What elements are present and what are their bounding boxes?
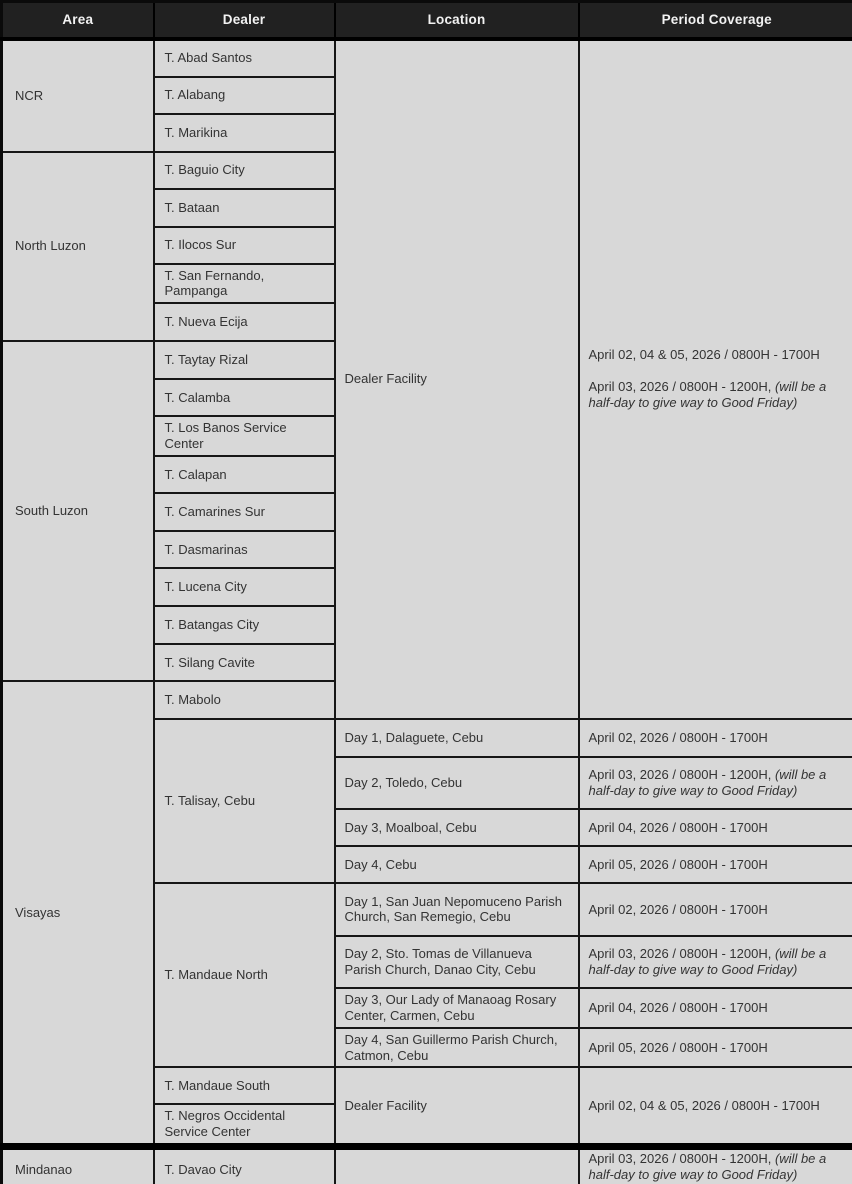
location-cell-dealer-facility-south: Dealer Facility xyxy=(335,1067,579,1146)
dealer-cell: T. Ilocos Sur xyxy=(154,227,335,264)
location-cell: Day 2, Toledo, Cebu xyxy=(335,757,579,809)
column-header-dealer: Dealer xyxy=(154,2,335,39)
dealer-cell: T. Camarines Sur xyxy=(154,493,335,531)
area-cell-mindanao: Mindanao xyxy=(2,1147,154,1184)
location-cell: Day 3, Our Lady of Manaoag Rosary Center, Carmen, Cebu xyxy=(335,988,579,1028)
period-cell: April 02, 2026 / 0800H - 1700H xyxy=(579,719,852,757)
column-header-period-coverage: Period Coverage xyxy=(579,2,852,39)
dealer-cell: T. Abad Santos xyxy=(154,39,335,77)
column-header-area: Area xyxy=(2,2,154,39)
dealer-cell-mandaue-north: T. Mandaue North xyxy=(154,883,335,1067)
location-cell: Day 2, Sto. Tomas de Villanueva Parish Church, Danao City, Cebu xyxy=(335,936,579,988)
location-cell: Day 4, Cebu xyxy=(335,846,579,883)
column-header-location: Location xyxy=(335,2,579,39)
period-cell: April 02, 04 & 05, 2026 / 0800H - 1700H xyxy=(579,1067,852,1146)
dealer-cell: T. Mandaue South xyxy=(154,1067,335,1104)
period-line-half-day: April 03, 2026 / 0800H - 1200H, (will be a half-day to give way to Good Friday) xyxy=(588,379,827,411)
location-cell: Day 1, Dalaguete, Cebu xyxy=(335,719,579,757)
dealer-cell: T. Los Banos Service Center xyxy=(154,416,335,456)
period-cell: April 03, 2026 / 0800H - 1200H, (will be a half-day to give way to Good Friday) xyxy=(579,757,852,809)
dealer-cell: T. Negros Occidental Service Center xyxy=(154,1104,335,1146)
header-row xyxy=(2,2,852,39)
area-cell-visayas: Visayas xyxy=(2,681,154,1147)
location-cell: Day 1, San Juan Nepomuceno Parish Church, San Remegio, Cebu xyxy=(335,883,579,936)
area-cell-ncr: NCR xyxy=(2,39,154,152)
dealer-cell: T. Marikina xyxy=(154,114,335,152)
dealer-cell: T. Davao City xyxy=(154,1147,335,1184)
dealer-cell: T. Calapan xyxy=(154,456,335,493)
period-cell: April 03, 2026 / 0800H - 1200H, (will be a half-day to give way to Good Friday) xyxy=(579,1147,852,1184)
dealer-cell: T. Nueva Ecija xyxy=(154,303,335,341)
dealer-cell: T. Taytay Rizal xyxy=(154,341,335,379)
period-cell: April 05, 2026 / 0800H - 1700H xyxy=(579,1028,852,1068)
dealer-cell: T. Bataan xyxy=(154,189,335,227)
period-cell: April 04, 2026 / 0800H - 1700H xyxy=(579,809,852,846)
location-cell: Day 4, San Guillermo Parish Church, Catmon, Cebu xyxy=(335,1028,579,1068)
dealer-cell: T. Silang Cavite xyxy=(154,644,335,681)
dealer-cell: T. Alabang xyxy=(154,77,335,114)
location-cell-empty xyxy=(335,1147,579,1184)
dealer-cell: T. Mabolo xyxy=(154,681,335,719)
location-cell: Day 3, Moalboal, Cebu xyxy=(335,809,579,846)
location-cell-dealer-facility: Dealer Facility xyxy=(335,39,579,719)
period-line-full-days: April 02, 04 & 05, 2026 / 0800H - 1700H xyxy=(588,347,820,363)
area-cell-south-luzon: South Luzon xyxy=(2,341,154,681)
table-row xyxy=(2,39,852,77)
dealer-cell: T. Batangas City xyxy=(154,606,335,644)
period-cell: April 04, 2026 / 0800H - 1700H xyxy=(579,988,852,1028)
dealer-cell: T. Dasmarinas xyxy=(154,531,335,568)
dealer-cell: T. Lucena City xyxy=(154,568,335,606)
period-cell: April 02, 2026 / 0800H - 1700H xyxy=(579,883,852,936)
dealer-cell: T. Calamba xyxy=(154,379,335,416)
period-cell-main xyxy=(579,39,852,719)
table-row-mindanao xyxy=(2,1147,852,1184)
dealer-cell: T. San Fernando, Pampanga xyxy=(154,264,335,304)
area-cell-north-luzon: North Luzon xyxy=(2,152,154,342)
dealer-cell: T. Baguio City xyxy=(154,152,335,189)
period-cell: April 03, 2026 / 0800H - 1200H, (will be a half-day to give way to Good Friday) xyxy=(579,936,852,988)
dealer-cell-talisay: T. Talisay, Cebu xyxy=(154,719,335,883)
period-cell: April 05, 2026 / 0800H - 1700H xyxy=(579,846,852,883)
